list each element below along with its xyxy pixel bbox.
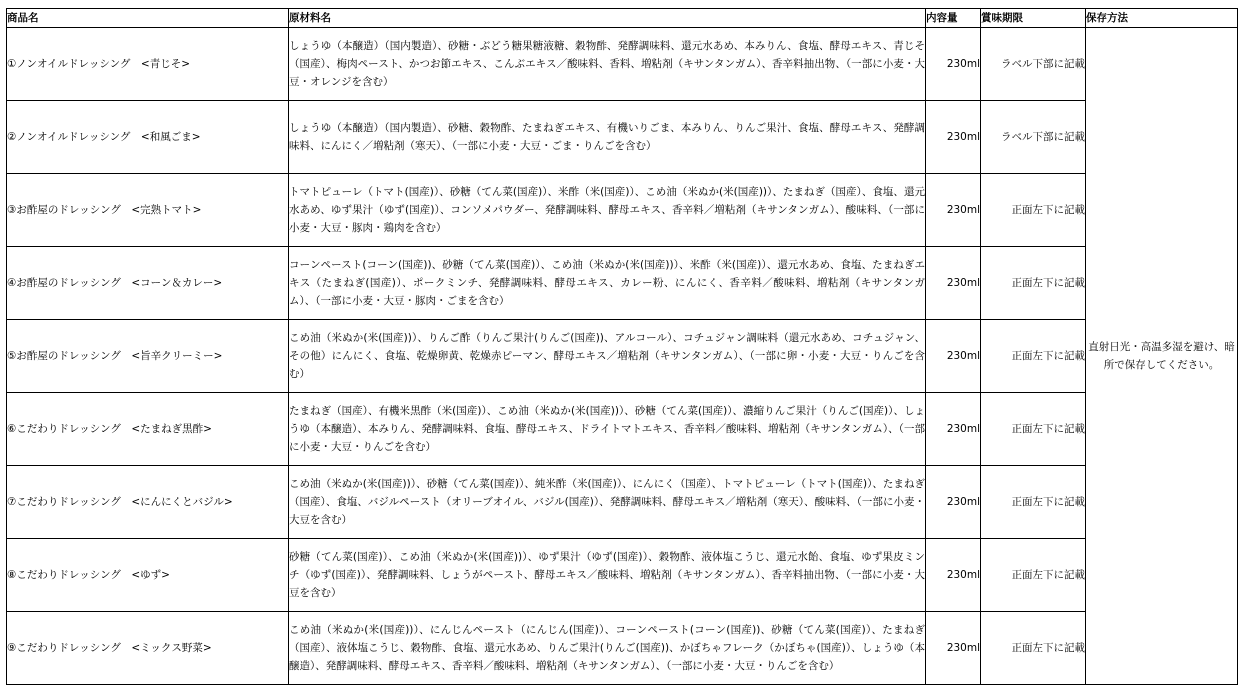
product-volume: 230ml (926, 101, 981, 174)
product-name: ⑤お酢屋のドレッシング <旨辛クリーミー> (7, 320, 289, 393)
product-name: ⑨こだわりドレッシング <ミックス野菜> (7, 612, 289, 685)
product-ingredients: トマトピューレ（トマト(国産)）、砂糖（てん菜(国産)）、米酢（米(国産)）、こめ油（米ぬか(米(国産))）、たまねぎ（国産）、食塩、還元水あめ、ゆず果汁（ゆず(国産)）、コンソメパウダー、発酵調味料、酵母エキス、香辛料／増粘剤（キサンタンガム）、酸味料、（一部に小麦・大豆・豚肉・鶏肉を含む） (289, 174, 926, 247)
product-name: ⑧こだわりドレッシング <ゆず> (7, 539, 289, 612)
product-name: ②ノンオイルドレッシング <和風ごま> (7, 101, 289, 174)
product-ingredients: しょうゆ（本醸造）（国内製造）、砂糖・ぶどう糖果糖液糖、穀物酢、発酵調味料、還元水あめ、本みりん、食塩、酵母エキス、青じそ（国産）、梅肉ペースト、かつお節エキス、こんぶエキス／酸味料、香料、増粘剤（キサンタンガム）、香辛料抽出物、（一部に小麦・大豆・オレンジを含む） (289, 28, 926, 101)
product-volume: 230ml (926, 320, 981, 393)
header-product-name: 商品名 (7, 9, 289, 28)
product-expiry: 正面左下に記載 (981, 466, 1086, 539)
product-ingredients: たまねぎ（国産）、有機米黒酢（米(国産)）、こめ油（米ぬか(米(国産))）、砂糖（てん菜(国産)）、濃縮りんご果汁（りんご(国産)）、しょうゆ（本醸造）、本みりん、発酵調味料、食塩、酵母エキス、ドライトマトエキス、香辛料／酸味料、増粘剤（キサンタンガム）、（一部に小麦・大豆・りんごを含む） (289, 393, 926, 466)
header-ingredients: 原材料名 (289, 9, 926, 28)
header-volume: 内容量 (926, 9, 981, 28)
header-storage: 保存方法 (1086, 9, 1238, 28)
table-row (7, 393, 1238, 466)
table-row (7, 101, 1238, 174)
product-name: ①ノンオイルドレッシング <青じそ> (7, 28, 289, 101)
product-ingredients: 砂糖（てん菜(国産)）、こめ油（米ぬか(米(国産))）、ゆず果汁（ゆず(国産)）、穀物酢、液体塩こうじ、還元水飴、食塩、ゆず果皮ミンチ（ゆず(国産)）、発酵調味料、しょうがペースト、酵母エキス／酸味料、増粘剤（キサンタンガム）、香辛料抽出物、（一部に小麦・大豆を含む） (289, 539, 926, 612)
header-row (7, 9, 1238, 28)
storage-note: 直射日光・高温多湿を避け、暗所で保存してください。 (1086, 28, 1238, 685)
product-volume: 230ml (926, 174, 981, 247)
product-name: ⑥こだわりドレッシング <たまねぎ黒酢> (7, 393, 289, 466)
product-ingredients: しょうゆ（本醸造）（国内製造）、砂糖、穀物酢、たまねぎエキス、有機いりごま、本みりん、りんご果汁、食塩、酵母エキス、発酵調味料、にんにく／増粘剤（寒天）、（一部に小麦・大豆・ごま・りんごを含む） (289, 101, 926, 174)
product-name: ⑦こだわりドレッシング <にんにくとバジル> (7, 466, 289, 539)
product-volume: 230ml (926, 539, 981, 612)
table-row (7, 320, 1238, 393)
product-name: ③お酢屋のドレッシング <完熟トマト> (7, 174, 289, 247)
product-expiry: ラベル下部に記載 (981, 28, 1086, 101)
product-expiry: 正面左下に記載 (981, 320, 1086, 393)
table-row (7, 466, 1238, 539)
product-volume: 230ml (926, 28, 981, 101)
product-volume: 230ml (926, 393, 981, 466)
table-row (7, 612, 1238, 685)
product-expiry: 正面左下に記載 (981, 174, 1086, 247)
product-table (6, 8, 1238, 685)
product-expiry: 正面左下に記載 (981, 539, 1086, 612)
table-row (7, 28, 1238, 101)
table-row (7, 539, 1238, 612)
product-ingredients: こめ油（米ぬか(米(国産))）、りんご酢（りんご果汁(りんご(国産))、アルコール）、コチュジャン調味料（還元水あめ、コチュジャン、その他）にんにく、食塩、乾燥卵黄、乾燥赤ピーマン、酵母エキス／増粘剤（キサンタンガム）、（一部に卵・小麦・大豆・りんごを含む） (289, 320, 926, 393)
product-volume: 230ml (926, 247, 981, 320)
product-ingredients: こめ油（米ぬか(米(国産))）、にんじんペースト（にんじん(国産)）、コーンペースト(コーン(国産))、砂糖（てん菜(国産)）、たまねぎ（国産）、液体塩こうじ、穀物酢、食塩、還元水あめ、りんご果汁(りんご(国産))、かぼちゃフレーク（かぼちゃ(国産)）、しょうゆ（本醸造）、発酵調味料、酵母エキス、香辛料／酸味料、増粘剤（キサンタンガム）、（一部に小麦・大豆・りんごを含む） (289, 612, 926, 685)
product-expiry: 正面左下に記載 (981, 612, 1086, 685)
product-name: ④お酢屋のドレッシング <コーン＆カレー> (7, 247, 289, 320)
header-expiry: 賞味期限 (981, 9, 1086, 28)
product-volume: 230ml (926, 466, 981, 539)
product-expiry: 正面左下に記載 (981, 247, 1086, 320)
product-volume: 230ml (926, 612, 981, 685)
table-row (7, 247, 1238, 320)
product-expiry: ラベル下部に記載 (981, 101, 1086, 174)
table-row (7, 174, 1238, 247)
product-ingredients: コーンペースト(コーン(国産))、砂糖（てん菜(国産)）、こめ油（米ぬか(米(国産))）、米酢（米(国産)）、還元水あめ、食塩、たまねぎエキス（たまねぎ(国産)）、ポークミンチ、発酵調味料、酵母エキス、カレー粉、にんにく、香辛料／酸味料、増粘剤（キサンタンガム）、（一部に小麦・大豆・豚肉・ごまを含む） (289, 247, 926, 320)
product-expiry: 正面左下に記載 (981, 393, 1086, 466)
product-ingredients: こめ油（米ぬか(米(国産))）、砂糖（てん菜(国産)）、純米酢（米(国産)）、にんにく（国産）、トマトピューレ（トマト(国産)）、たまねぎ（国産）、食塩、バジルペースト（オリーブオイル、バジル(国産)）、発酵調味料、酵母エキス／増粘剤（寒天）、酸味料、（一部に小麦・大豆を含む） (289, 466, 926, 539)
